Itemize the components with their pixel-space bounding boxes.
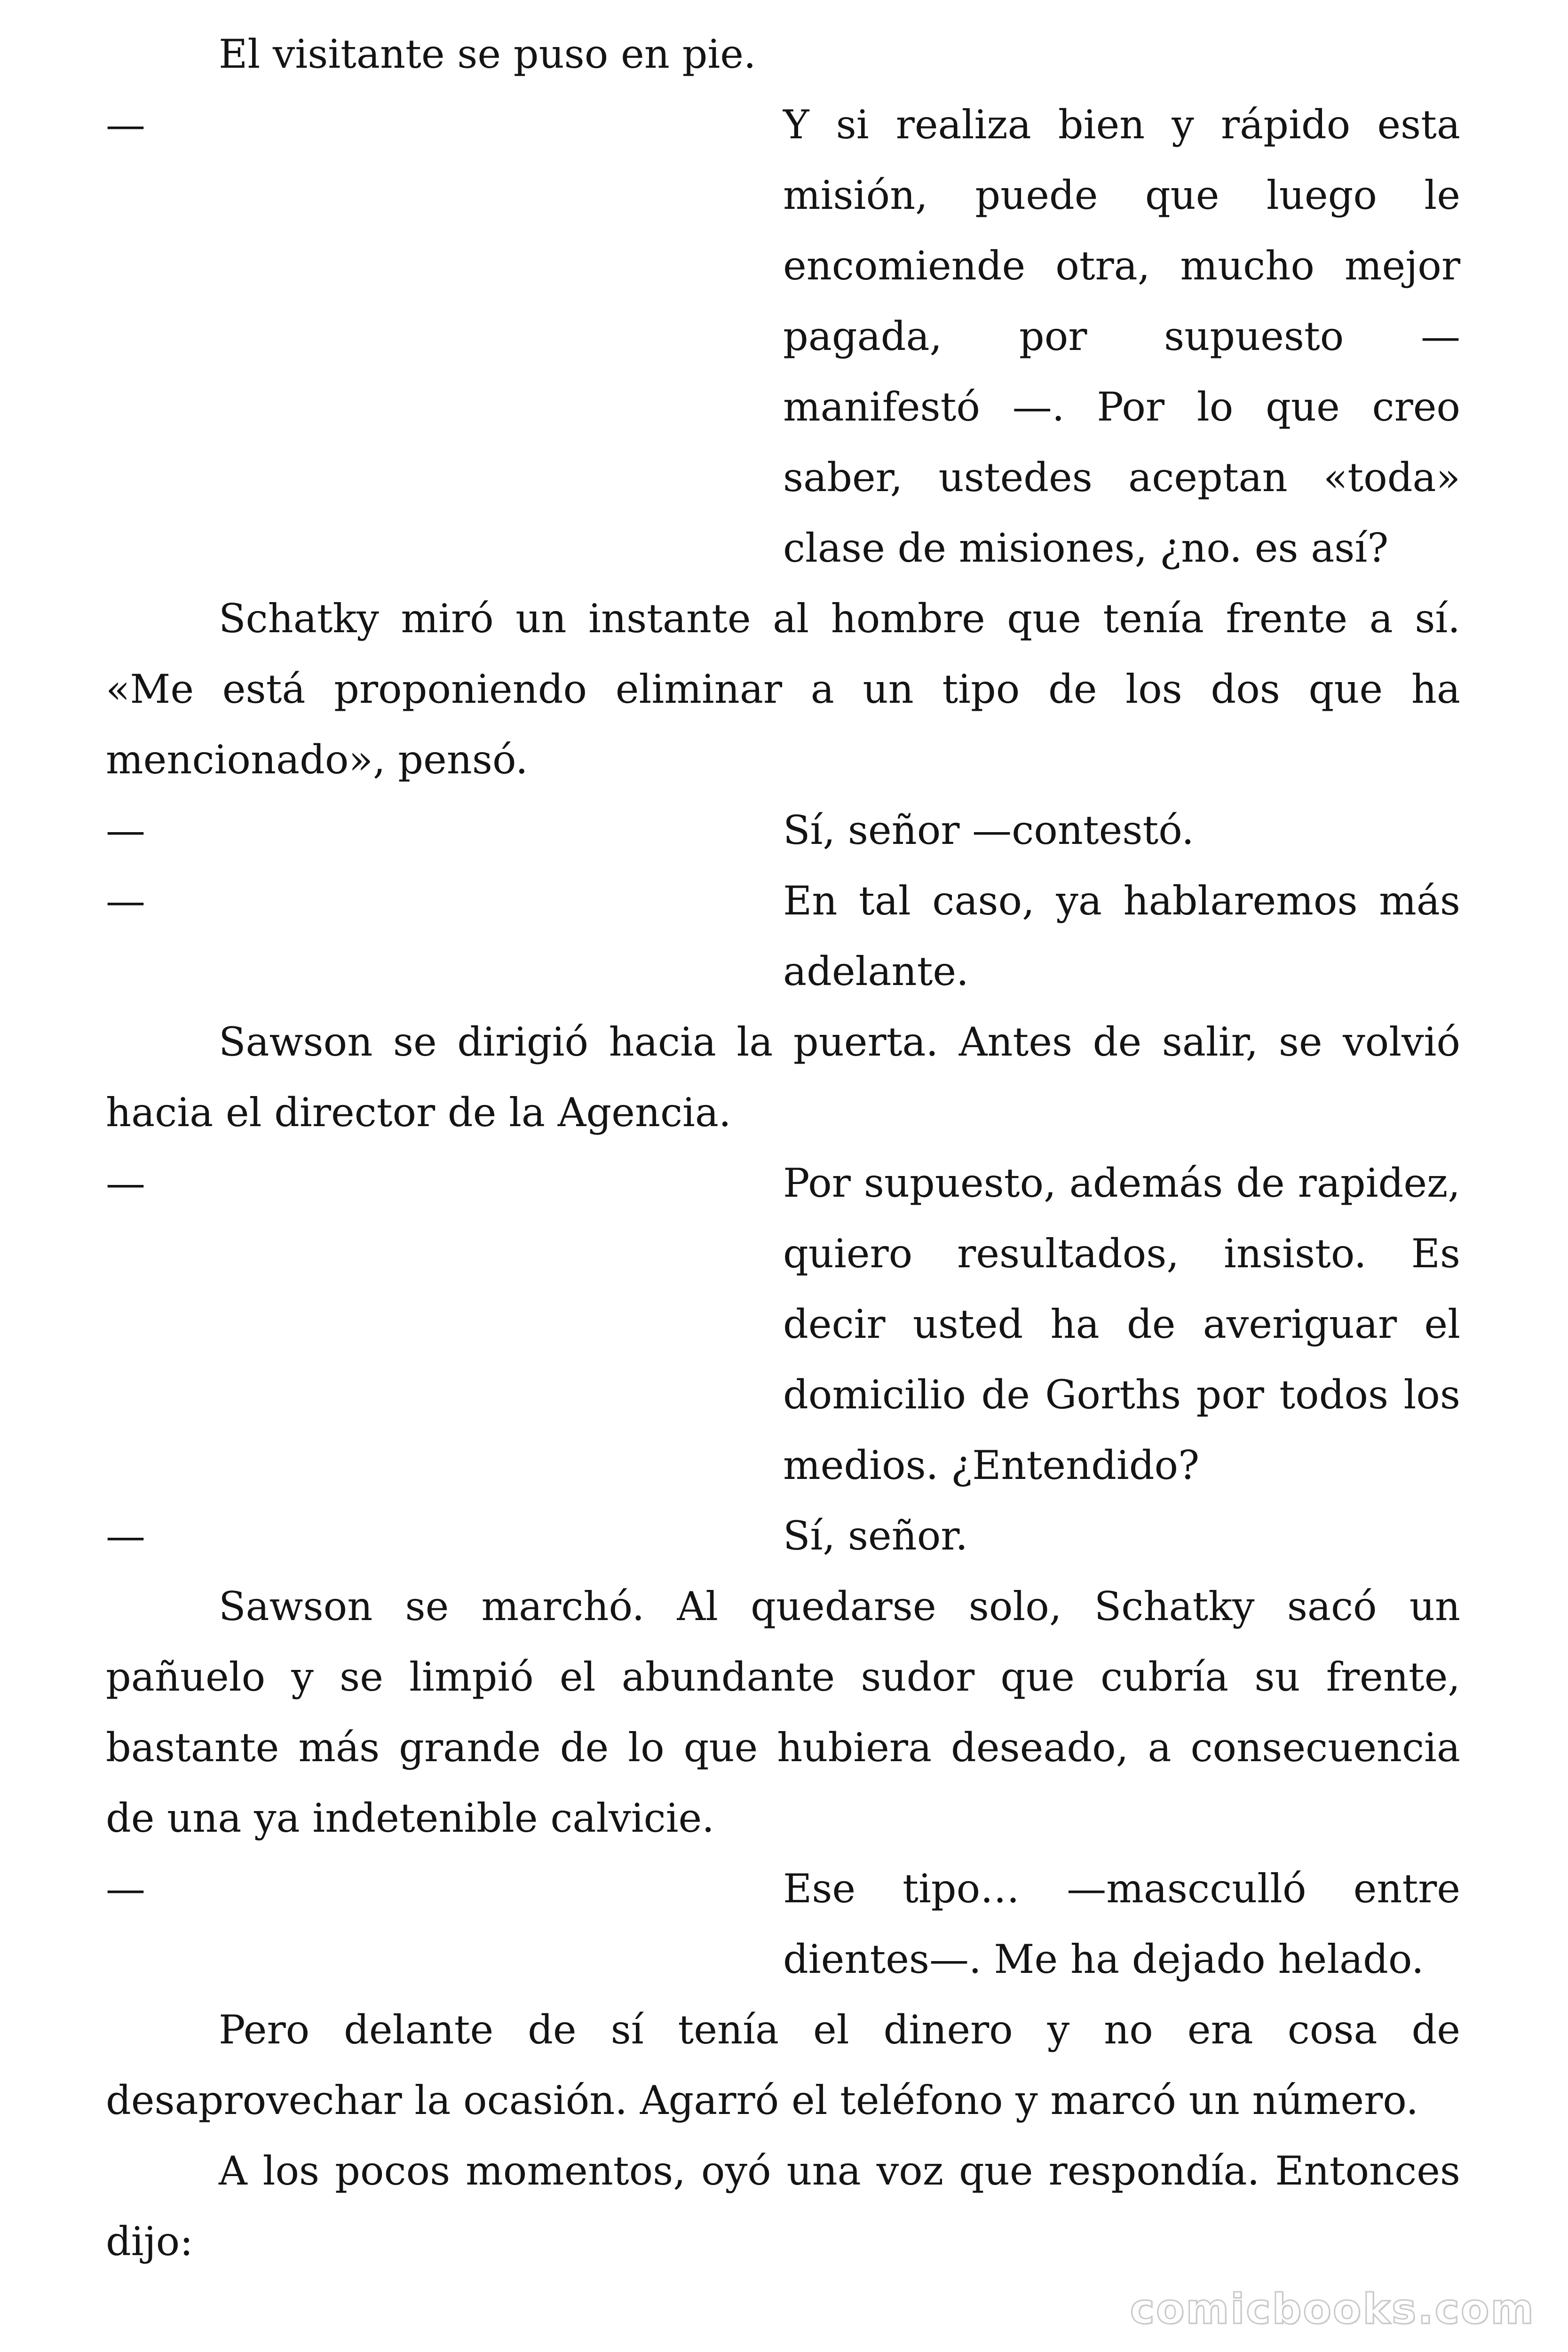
- watermark: comicbooks.com: [1130, 2285, 1535, 2333]
- dialogue-dash: —: [106, 878, 145, 924]
- dialogue-text: Sí, señor —contestó.: [783, 807, 1195, 853]
- paragraph: Sawson se dirigió hacia la puerta. Antes de salir, se volvió hacia el director de la Agencia.: [106, 1019, 1460, 1136]
- dialogue-line: [106, 866, 1460, 1007]
- dialogue-dash: —: [106, 1866, 145, 1912]
- dialogue-line: [106, 1148, 1460, 1501]
- dialogue-text: Ese tipo… —mascculló entre dientes—. Me ha dejado helado.: [783, 1866, 1460, 1982]
- dialogue-line: [106, 1501, 1460, 1571]
- paragraph: A los pocos momentos, oyó una voz que respondía. Entonces dijo:: [106, 2148, 1460, 2265]
- dialogue-dash: —: [106, 1513, 145, 1559]
- dialogue-text: Por supuesto, además de rapidez, quiero resultados, insisto. Es decir usted ha de averiguar el domicilio de Gorths por todos los medios. ¿Entendido?: [783, 1160, 1460, 1488]
- dialogue-line: [106, 795, 1460, 866]
- dialogue-text: Sí, señor.: [783, 1513, 968, 1559]
- paragraph: Sawson se marchó. Al quedarse solo, Schatky sacó un pañuelo y se limpió el abundante sudor que cubría su frente, bastante más grande de lo que hubiera deseado, a consecuencia de una ya indetenible calvicie.: [106, 1583, 1460, 1841]
- dialogue-text: En tal caso, ya hablaremos más adelante.: [783, 878, 1460, 994]
- dialogue-text: Y si realiza bien y rápido esta misión, puede que luego le encomiende otra, mucho mejor pagada, por supuesto —manifestó —. Por lo que creo saber, ustedes aceptan «toda» clase de misiones, ¿no. es así?: [783, 102, 1460, 571]
- page-text: [106, 19, 1460, 2277]
- dialogue-dash: —: [106, 807, 145, 853]
- dialogue-line: [106, 89, 1460, 583]
- dialogue-dash: —: [106, 1160, 145, 1206]
- paragraph: Schatky miró un instante al hombre que tenía frente a sí. «Me está proponiendo eliminar a un tipo de los dos que ha mencionado», pensó.: [106, 596, 1460, 783]
- paragraph: El visitante se puso en pie.: [219, 31, 756, 77]
- paragraph: Pero delante de sí tenía el dinero y no era cosa de desaprovechar la ocasión. Agarró el teléfono y marcó un número.: [106, 2007, 1460, 2123]
- dialogue-line: [106, 1853, 1460, 1994]
- dialogue-dash: —: [106, 102, 145, 148]
